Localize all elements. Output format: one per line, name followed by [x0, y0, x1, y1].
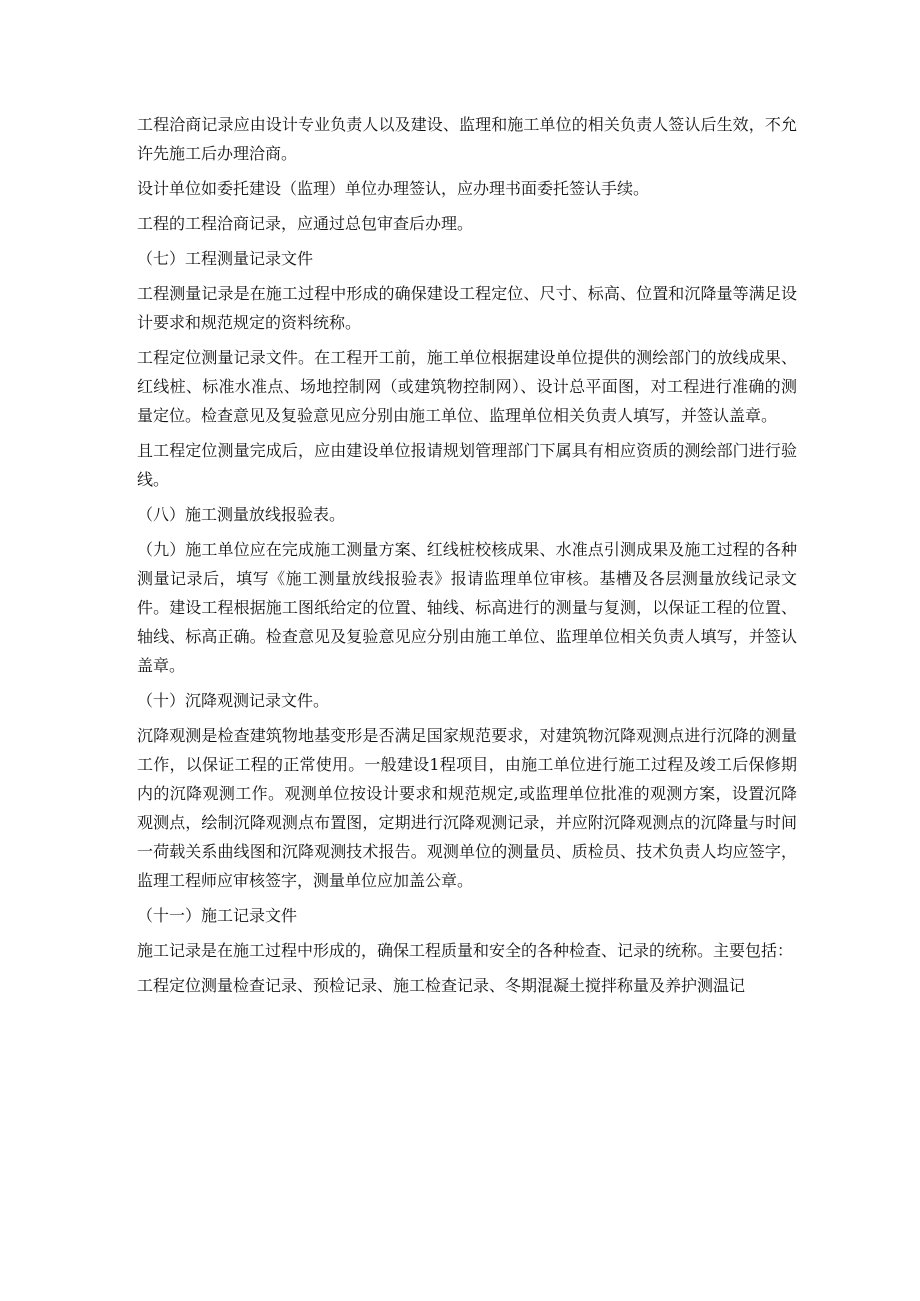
- paragraph-entrust-signoff: 设计单位如委托建设（监理）单位办理签认，应办理书面委托签认手续。: [137, 179, 650, 198]
- paragraph-positioning-survey: 工程定位测量记录文件。在工程开工前，施工单位根据建设单位提供的测绘部门的放线成果、红线桩、标准水准点、场地控制网（或建筑物控制网）、设计总平面图，对工程进行准确的测量定位。检查意见及复验意见应分别由施工单位、监理单位相关负责人填写，并签认盖章。: [137, 348, 797, 425]
- paragraph-layout-report-details: （九）施工单位应在完成施工测量方案、红线桩校核成果、水准点引测成果及施工过程的各种测量记录后，填写《施工测量放线报验表》报请监理单位审核。基槽及各层测量放线记录文件。建设工程根据施工图纸给定的位置、轴线、标高进行的测量与复测，以保证工程的位置、轴线、标高正确。检查意见及复验意见应分别由施工单位、监理单位相关负责人填写，并签认盖章。: [137, 540, 797, 675]
- paragraph-general-contractor-review: 工程的工程洽商记录，应通过总包审查后办理。: [137, 214, 474, 233]
- paragraph-construction-records-definition: 施工记录是在施工过程中形成的，确保工程质量和安全的各种检查、记录的统称。主要包括：: [137, 941, 794, 960]
- section-heading-survey-records: （七）工程测量记录文件: [137, 249, 314, 268]
- paragraph-settlement-observation: 沉降观测是检查建筑物地基变形是否满足国家规范要求，对建筑物沉降观测点进行沉降的测量工作，以保证工程的正常使用。一般建设1程项目，由施工单位进行施工过程及竣工后保修期内的沉降观测工作。观测单位按设计要求和规范规定,或监理单位批准的观测方案，设置沉降观测点，绘制沉降观测点布置图，定期进行沉降观测记录，并应附沉降观测点的沉降量与时间一荷载关系曲线图和沉降观测技术报告。观测单位的测量员、质检员、技术负责人均应签字，监理工程师应审核签字，测量单位应加盖公章。: [137, 726, 797, 890]
- section-heading-settlement-records: （十）沉降观测记录文件。: [137, 691, 330, 710]
- section-heading-construction-records: （十一）施工记录文件: [137, 906, 298, 925]
- paragraph-line-verification: 且工程定位测量完成后，应由建设单位报请规划管理部门下属具有相应资质的测绘部门进行验线。: [137, 441, 797, 489]
- section-heading-layout-report: （八）施工测量放线报验表。: [137, 505, 346, 524]
- document-body: [137, 110, 797, 1006]
- paragraph-construction-records-list: 工程定位测量检查记录、预检记录、施工检查记录、冬期混凝土搅拌称量及养护测温记: [137, 976, 746, 995]
- paragraph-survey-definition: 工程测量记录是在施工过程中形成的确保建设工程定位、尺寸、标高、位置和沉降量等满足设计要求和规范规定的资料统称。: [137, 284, 797, 332]
- paragraph-negotiation-signoff: 工程洽商记录应由设计专业负责人以及建设、监理和施工单位的相关负责人签认后生效，不允许先施工后办理洽商。: [137, 115, 797, 163]
